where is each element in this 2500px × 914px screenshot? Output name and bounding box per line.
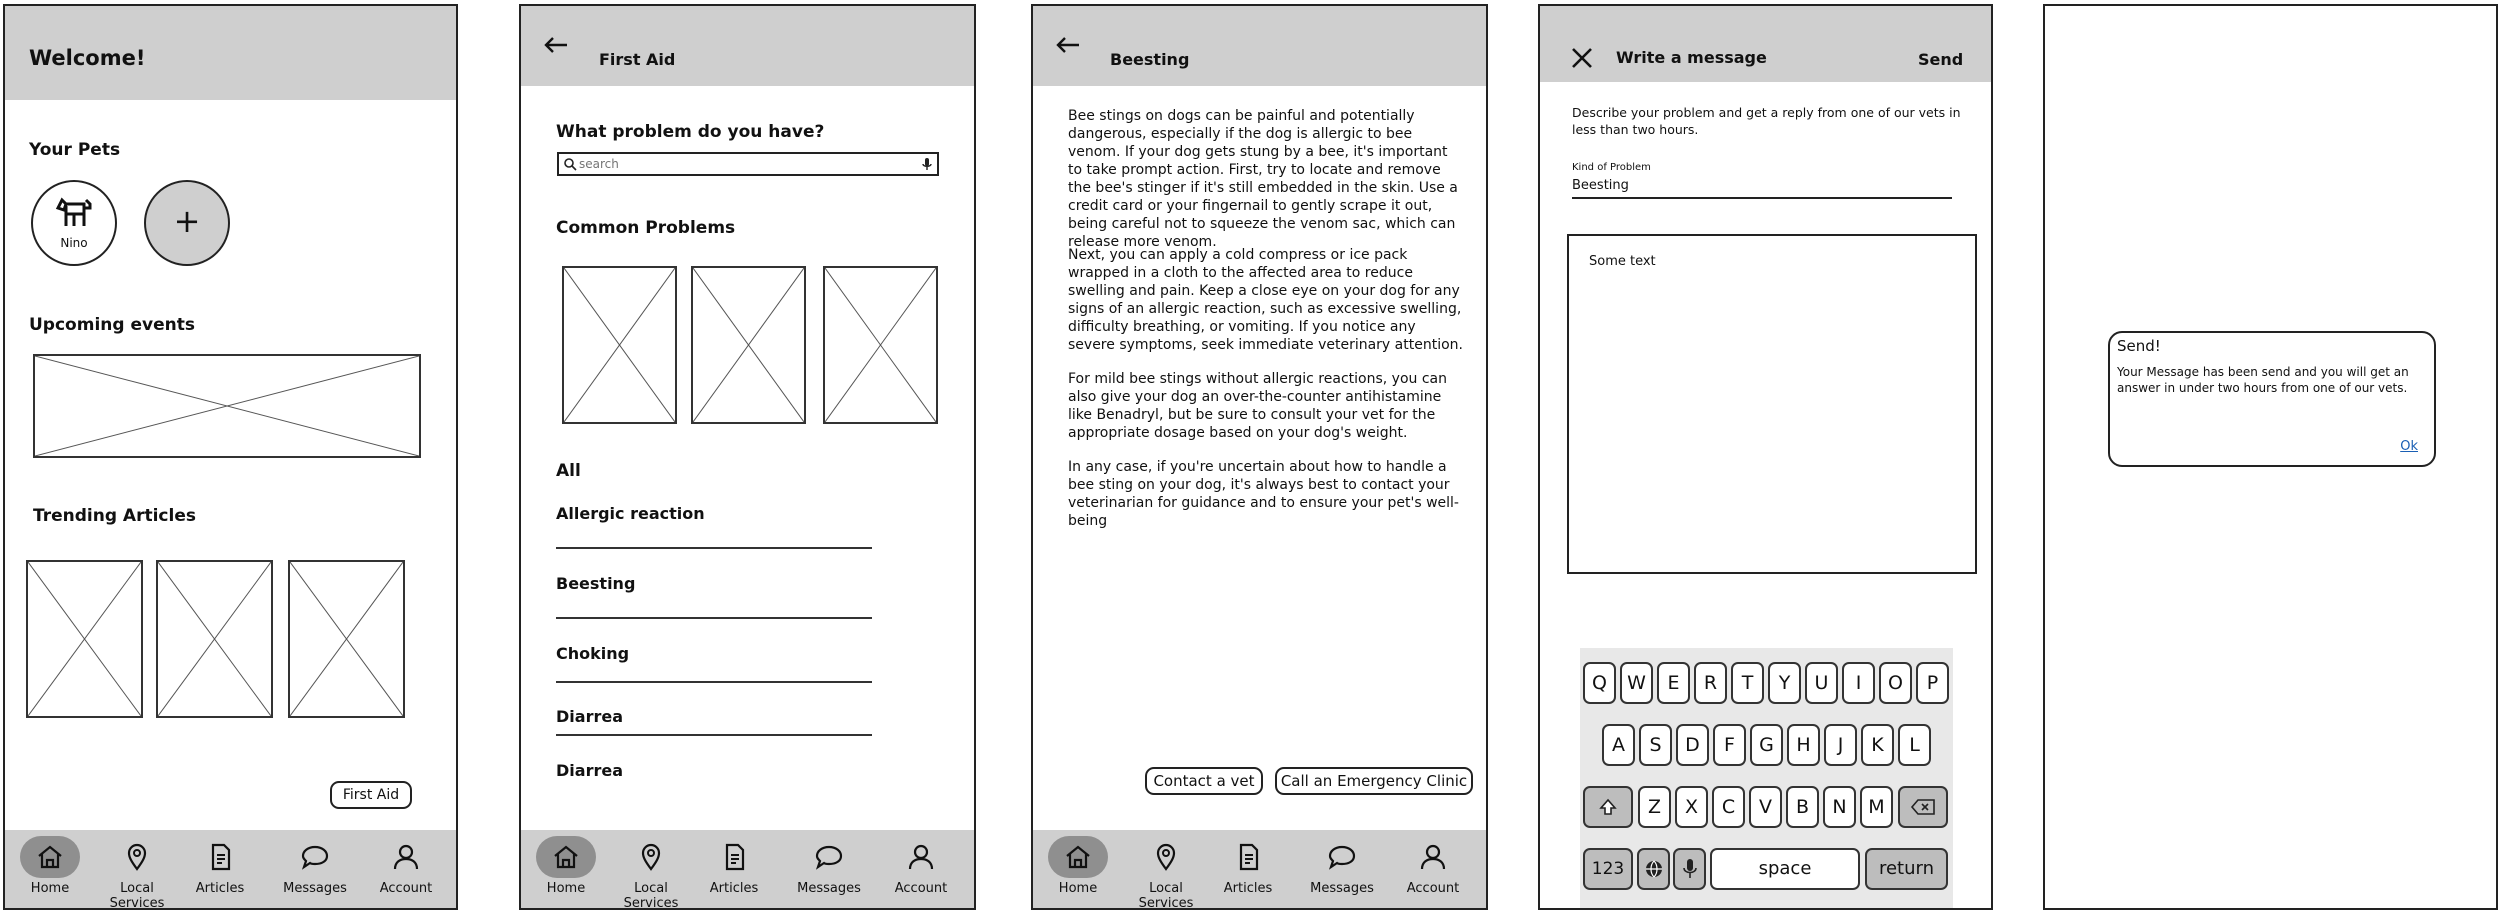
key[interactable]: U (1805, 662, 1838, 704)
home-icon (551, 842, 581, 872)
your-pets-heading: Your Pets (29, 140, 121, 160)
nav-messages-label: Messages (283, 881, 347, 896)
first-aid-title: First Aid (599, 50, 676, 69)
key[interactable]: Z (1638, 786, 1671, 828)
kind-of-problem-label: Kind of Problem (1572, 162, 1651, 173)
contact-vet-button[interactable]: Contact a vet (1145, 767, 1263, 795)
key[interactable]: E (1657, 662, 1690, 704)
chat-bubble-icon (1327, 842, 1357, 872)
dog-icon (54, 196, 94, 230)
shift-icon (1598, 797, 1618, 817)
key[interactable]: T (1731, 662, 1764, 704)
beesting-title: Beesting (1110, 50, 1190, 69)
user-icon (391, 842, 421, 872)
article-paragraph: For mild bee stings without allergic reactions, you can also give your dog an over-the-counter antihistamine like Benadryl, but be sure to consult your vet for the appropriate dosage based on your dog's weight. (1068, 371, 1447, 441)
nav-account[interactable] (876, 836, 966, 896)
globe-icon (1644, 859, 1664, 879)
problem-item[interactable]: Choking (556, 644, 630, 663)
article-paragraph: Bee stings on dogs can be painful and potentially dangerous, especially if the dog is allergic to bee venom. If your dog gets stung by a bee, it's important to take prompt action. First, try to locate and remove the bee's stinger if it's still embedded in the skin. Use a credit card or your fingernail to gently scrape it out, being careful not to squeeze the venom sac, which can release more venom. (1068, 108, 1458, 250)
key[interactable]: V (1749, 786, 1782, 828)
nav-home-label: Home (30, 881, 70, 896)
backspace-key[interactable] (1898, 786, 1948, 828)
key[interactable]: W (1620, 662, 1653, 704)
key[interactable]: C (1712, 786, 1745, 828)
shift-key[interactable] (1583, 786, 1633, 828)
article-thumbnail[interactable] (26, 560, 143, 718)
message-description: Describe your problem and get a reply from one of our vets in less than two hours. (1572, 105, 1961, 137)
nav-account-label: Account (894, 881, 948, 896)
divider (556, 734, 872, 736)
key[interactable]: D (1676, 724, 1709, 766)
beesting-header (1033, 6, 1486, 86)
back-arrow-icon[interactable] (1053, 30, 1083, 60)
key[interactable]: F (1713, 724, 1746, 766)
plus-icon: + (173, 202, 201, 240)
document-icon (205, 842, 235, 872)
key[interactable]: I (1842, 662, 1875, 704)
confirmation-screen (2043, 4, 2498, 910)
location-pin-icon (1151, 842, 1181, 872)
nav-messages[interactable] (1297, 836, 1387, 896)
space-key[interactable]: space (1710, 848, 1860, 890)
dialog-title: Send! (2117, 337, 2161, 355)
nav-articles-label: Articles (709, 881, 759, 896)
nav-local-services-label: Local Services (109, 881, 165, 910)
home-header (5, 6, 456, 100)
back-arrow-icon[interactable] (541, 30, 571, 60)
key[interactable]: A (1602, 724, 1635, 766)
dictation-key[interactable] (1673, 848, 1706, 890)
message-textarea[interactable] (1567, 234, 1977, 574)
problem-thumbnail[interactable] (562, 266, 677, 424)
bottom-nav (5, 830, 456, 908)
divider (556, 617, 872, 619)
home-title: Welcome! (29, 46, 146, 70)
key[interactable]: Y (1768, 662, 1801, 704)
problem-item[interactable]: Diarrea (556, 707, 623, 726)
nav-local-services[interactable] (606, 836, 696, 910)
close-icon[interactable] (1570, 46, 1594, 70)
trending-articles-heading: Trending Articles (33, 506, 196, 526)
key[interactable]: G (1750, 724, 1783, 766)
bottom-nav (521, 830, 974, 908)
home-icon (35, 842, 65, 872)
key[interactable]: H (1787, 724, 1820, 766)
upcoming-events-heading: Upcoming events (29, 315, 195, 335)
nav-articles-label: Articles (195, 881, 245, 896)
divider (556, 681, 872, 683)
search-bar[interactable] (557, 152, 939, 176)
nav-home[interactable] (5, 836, 95, 896)
nav-home[interactable] (521, 836, 611, 896)
beesting-screen (1031, 4, 1488, 910)
chat-bubble-icon (814, 842, 844, 872)
key[interactable]: O (1879, 662, 1912, 704)
common-problems-heading: Common Problems (556, 218, 736, 238)
home-screen (3, 4, 458, 910)
key[interactable]: L (1898, 724, 1931, 766)
chat-bubble-icon (300, 842, 330, 872)
all-problems-heading: All (556, 461, 581, 481)
nav-messages[interactable] (270, 836, 360, 896)
document-icon (719, 842, 749, 872)
nav-articles[interactable] (1203, 836, 1293, 896)
nav-account[interactable] (1388, 836, 1478, 896)
article-paragraph: In any case, if you're uncertain about how to handle a bee sting on your dog, it's always best to contact your veterinarian for guidance and to ensure your pet's well-being (1068, 459, 1459, 529)
problem-thumbnail[interactable] (823, 266, 938, 424)
nav-account[interactable] (361, 836, 451, 896)
first-aid-screen (519, 4, 976, 910)
key[interactable]: N (1823, 786, 1856, 828)
location-pin-icon (636, 842, 666, 872)
home-icon (1063, 842, 1093, 872)
problem-item[interactable]: Diarrea (556, 761, 623, 780)
key[interactable]: R (1694, 662, 1727, 704)
sent-dialog (2108, 331, 2436, 467)
nav-account-label: Account (379, 881, 433, 896)
nav-articles[interactable] (689, 836, 779, 896)
message-title: Write a message (1616, 48, 1767, 67)
first-aid-button[interactable]: First Aid (330, 781, 412, 809)
nav-messages[interactable] (784, 836, 874, 896)
divider (556, 547, 872, 549)
problem-thumbnail[interactable] (691, 266, 806, 424)
nav-articles-label: Articles (1223, 881, 1273, 896)
search-icon (563, 157, 577, 171)
key[interactable]: S (1639, 724, 1672, 766)
call-emergency-clinic-button[interactable]: Call an Emergency Clinic (1275, 767, 1473, 795)
microphone-icon (1682, 858, 1698, 880)
events-image-placeholder[interactable] (33, 354, 421, 458)
first-aid-header (521, 6, 974, 86)
nav-home-label: Home (546, 881, 586, 896)
send-button[interactable]: Send (1918, 50, 1964, 69)
keyboard (1580, 648, 1953, 910)
article-paragraph: Next, you can apply a cold compress or ice pack wrapped in a cloth to the affected area to reduce swelling and pain. Keep a close eye on your dog for any signs of an allergic reaction, such as excessive swelling, difficulty breathing, or vomiting. If you notice any severe symptoms, seek immediate veterinary attention. (1068, 247, 1463, 353)
article-thumbnail[interactable] (288, 560, 405, 718)
nav-messages-label: Messages (1310, 881, 1374, 896)
key[interactable]: Q (1583, 662, 1616, 704)
nav-local-services[interactable] (92, 836, 182, 910)
key[interactable]: B (1786, 786, 1819, 828)
key[interactable]: M (1860, 786, 1893, 828)
pet-avatar-nino[interactable] (31, 180, 117, 266)
nav-account-label: Account (1406, 881, 1460, 896)
bottom-nav (1033, 830, 1486, 908)
search-input[interactable] (579, 155, 899, 173)
numbers-key[interactable]: 123 (1583, 848, 1633, 890)
nav-home[interactable] (1033, 836, 1123, 896)
write-message-screen (1538, 4, 1993, 910)
globe-key[interactable] (1637, 848, 1670, 890)
dialog-message: Your Message has been send and you will get an answer in under two hours from one of our vets. (2117, 365, 2409, 395)
document-icon (1233, 842, 1263, 872)
article-thumbnail[interactable] (156, 560, 273, 718)
key[interactable]: X (1675, 786, 1708, 828)
key[interactable]: P (1916, 662, 1949, 704)
kind-of-problem-field[interactable]: Beesting (1572, 178, 1952, 199)
nav-messages-label: Messages (797, 881, 861, 896)
problem-question: What problem do you have? (556, 122, 825, 142)
user-icon (1418, 842, 1448, 872)
return-key[interactable]: return (1865, 848, 1948, 890)
message-text: Some text (1589, 254, 1656, 269)
message-header (1540, 6, 1991, 82)
user-icon (906, 842, 936, 872)
location-pin-icon (122, 842, 152, 872)
backspace-icon (1910, 798, 1936, 816)
microphone-icon[interactable] (921, 157, 933, 171)
add-pet-button[interactable] (144, 180, 230, 266)
key[interactable]: K (1861, 724, 1894, 766)
pet-name: Nino (60, 236, 88, 250)
nav-local-services[interactable] (1121, 836, 1211, 910)
problem-item[interactable]: Allergic reaction (556, 504, 705, 523)
ok-button[interactable]: Ok (2400, 439, 2418, 454)
nav-home-label: Home (1058, 881, 1098, 896)
nav-articles[interactable] (175, 836, 265, 896)
problem-item[interactable]: Beesting (556, 574, 636, 593)
nav-local-services-label: Local Services (1138, 881, 1194, 910)
nav-local-services-label: Local Services (623, 881, 679, 910)
key[interactable]: J (1824, 724, 1857, 766)
